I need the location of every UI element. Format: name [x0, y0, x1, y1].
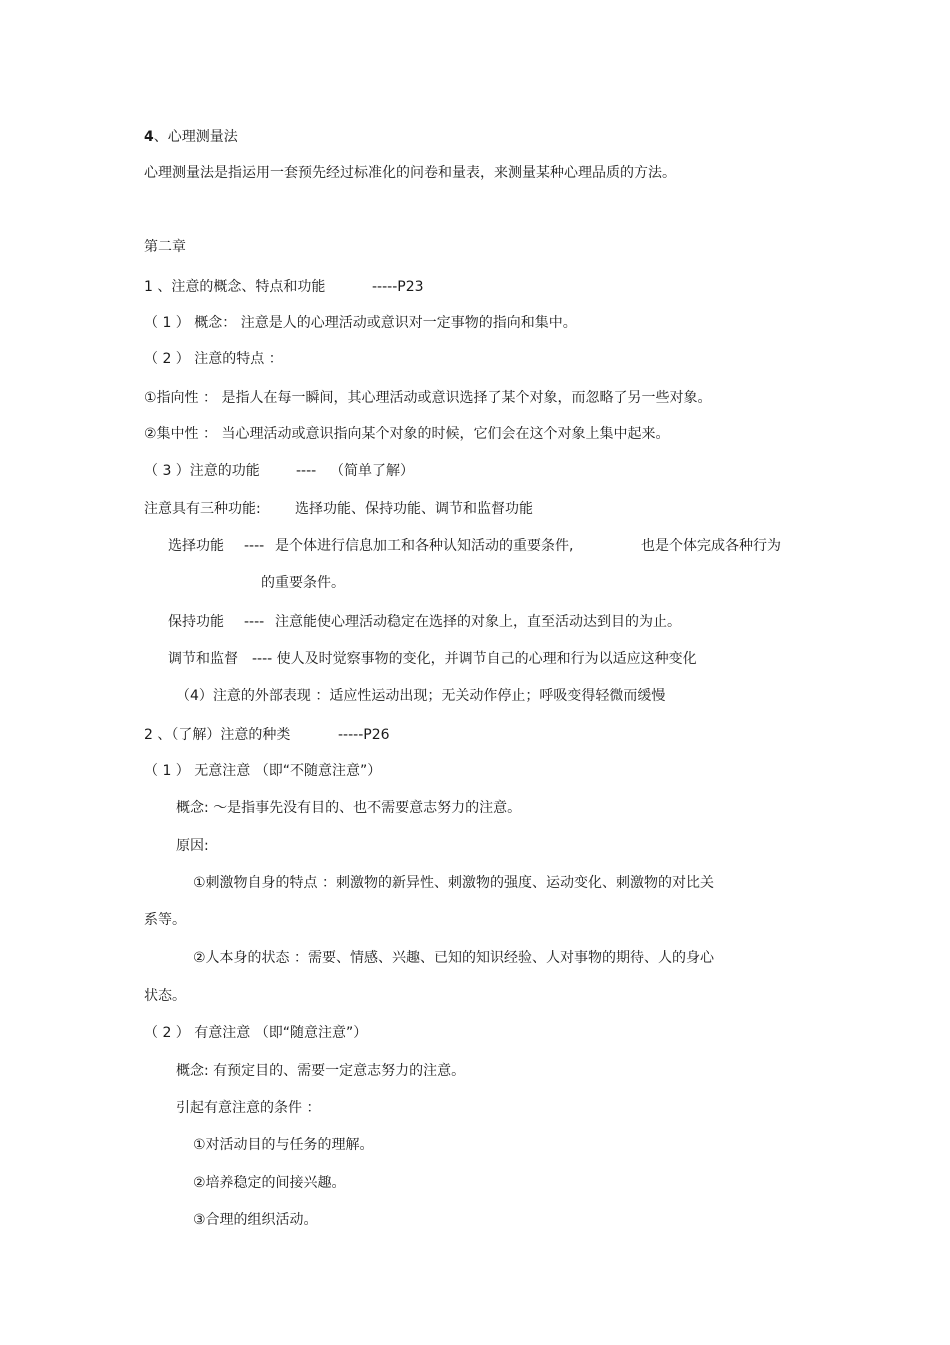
voluntary-attention-heading: （ 2 ） 有意注意 （即“随意注意”）: [144, 1025, 368, 1041]
chapter-heading: 第二章: [144, 239, 186, 255]
select-function-desc1: 是个体进行信息加工和各种认知活动的重要条件,: [275, 538, 574, 554]
feature-concentration: ②集中性 ： 当心理活动或意识指向某个对象的时候，它们会在这个对象上集中起来。: [144, 426, 670, 442]
section4-description: 心理测量法是指运用一套预先经过标准化的问卷和量表，来测量某种心理品质的方法。: [144, 165, 676, 181]
item1-functions-heading: （ 3 ）注意的功能: [144, 463, 260, 479]
section4-title: 、心理测量法: [153, 129, 238, 145]
select-function-label: 选择功能: [168, 538, 224, 554]
involuntary-cause-label: 原因:: [176, 838, 209, 854]
keep-function-desc: 注意能使心理活动稳定在选择的对象上，直至活动达到目的为止。: [275, 614, 681, 630]
item2-page-ref: -----P26: [338, 727, 390, 743]
voluntary-conditions-heading: 引起有意注意的条件 ：: [176, 1100, 321, 1116]
cause1-line1: ①刺激物自身的特点 ：刺激物的新异性、刺激物的强度、运动变化、刺激物的对比关: [193, 875, 714, 891]
condition-3: ③合理的组织活动。: [193, 1212, 318, 1228]
keep-function-dash: ----: [244, 614, 265, 630]
cause1-line2: 系等。: [144, 912, 186, 928]
feature-directivity: ①指向性 ： 是指人在每一瞬间，其心理活动或意识选择了某个对象，而忽略了另一些对象。: [144, 390, 712, 406]
select-function-desc2: 也是个体完成各种行为: [641, 538, 781, 554]
item1-functions-dash: ----: [296, 463, 317, 479]
item2-title: 2 、（了解）注意的种类: [144, 727, 291, 743]
item1-functions-note: （简单了解）: [330, 463, 414, 479]
voluntary-concept: 概念: 有预定目的、需要一定意志努力的注意。: [176, 1063, 466, 1079]
item1-features-heading: （ 2 ） 注意的特点 ：: [144, 351, 283, 367]
involuntary-attention-heading: （ 1 ） 无意注意 （即“不随意注意”）: [144, 763, 382, 779]
item1-concept: （ 1 ） 概念： 注意是人的心理活动或意识对一定事物的指向和集中。: [144, 315, 577, 331]
section4-number: 4: [144, 129, 154, 145]
condition-1: ①对活动目的与任务的理解。: [193, 1137, 374, 1153]
cause2-line2: 状态。: [144, 988, 186, 1004]
cause2-line1: ②人本身的状态 ：需要、情感、兴趣、已知的知识经验、人对事物的期待、人的身心: [193, 950, 714, 966]
involuntary-concept: 概念: ～是指事先没有目的、也不需要意志努力的注意。: [176, 800, 522, 816]
external-manifestation: （4）注意的外部表现 ：适应性运动出现；无关动作停止；呼吸变得轻微而缓慢: [176, 688, 666, 704]
keep-function-label: 保持功能: [168, 614, 224, 630]
functions-intro-label: 注意具有三种功能:: [144, 501, 261, 517]
select-function-desc3: 的重要条件。: [261, 575, 345, 591]
item1-page-ref: -----P23: [372, 279, 424, 295]
item1-title: 1 、注意的概念、特点和功能: [144, 279, 326, 295]
section4-heading: [144, 128, 238, 146]
functions-intro-list: 选择功能、保持功能、调节和监督功能: [295, 501, 533, 517]
regulate-function-label: 调节和监督: [168, 651, 238, 667]
condition-2: ②培养稳定的间接兴趣。: [193, 1175, 346, 1191]
select-function-dash: ----: [244, 538, 265, 554]
regulate-function-desc: ---- 使人及时觉察事物的变化，并调节自己的心理和行为以适应这种变化: [252, 651, 697, 667]
